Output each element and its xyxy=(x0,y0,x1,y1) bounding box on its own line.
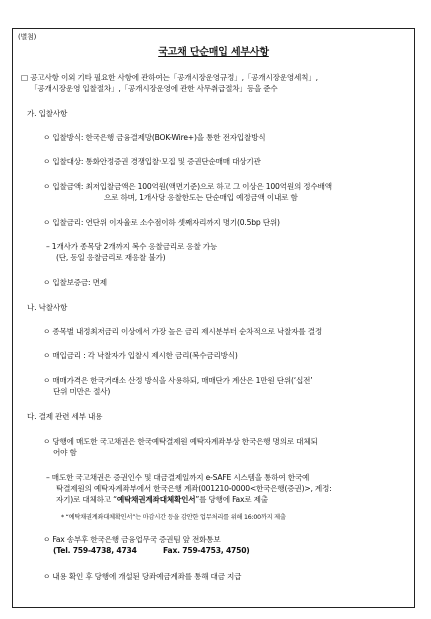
settle-p1-line-1: ㅇ 당행에 매도한 국고채권은 한국예탁결제원 예탁자계좌부상 한국은행 명의로 대체되 xyxy=(43,437,318,446)
payment-notice: ㅇ 내용 확인 후 당행에 개설된 당좌예금계좌를 통해 대금 지급 xyxy=(43,572,242,581)
award-p3-line-1: ㅇ 매매가격은 한국거래소 산정 방식을 사용하되, 매매단가 계산은 1만원 단위(‘십전’ xyxy=(43,376,313,385)
tel-number: (Tel. 759-4738, 4734 xyxy=(53,546,137,555)
page-title: 국고채 단순매입 세부사항 xyxy=(158,47,269,58)
section-c-heading: 다. 결제 관련 세부 내용 xyxy=(27,412,103,421)
bid-amount-line-2: 으로 하며, 1개사당 응찰한도는 단순매입 예정금액 이내로 함 xyxy=(104,193,298,202)
intro-line-2: 「공개시장운영 입찰절차」,「공개시장운영에 관한 사무취급절차」등을 준수 xyxy=(30,84,278,93)
bid-rate-dash-2: (단, 동일 응찰금리로 재응찰 불가) xyxy=(56,253,166,262)
document-frame xyxy=(12,28,415,608)
section-b-heading: 나. 낙찰사항 xyxy=(27,303,68,312)
bid-rate: ㅇ 입찰금리: 연단위 이자율로 소수점이하 셋째자리까지 명기(0.5bp 단위) xyxy=(43,218,280,227)
fax-notice: ㅇ Fax 송부후 한국은행 금융업무국 증권팀 앞 전화통보 xyxy=(43,535,221,544)
award-p1: ㅇ 종목별 내정최저금리 이상에서 가장 높은 금리 제시분부터 순차적으로 낙찰자를 결정 xyxy=(43,327,323,336)
bid-method: ㅇ 입찰방식: 한국은행 금융결제망(BOK-Wire+)을 통한 전자입찰방식 xyxy=(43,133,266,142)
award-p2: ㅇ 매입금리 : 각 낙찰자가 입찰시 제시한 금리(복수금리방식) xyxy=(43,351,238,360)
settle-dash-line-1: – 매도한 국고채권은 증권인수 및 대금결제일까지 e-SAFE 시스템을 통하여 한국예 xyxy=(46,473,310,482)
attachment-label: (별첨) xyxy=(18,33,37,41)
settle-note: * “예탁채권계좌대체확인서”는 마감시간 등을 감안한 업무처리를 위해 16:00까지 제출 xyxy=(61,514,286,521)
section-a-heading: 가. 입찰사항 xyxy=(27,109,68,118)
bid-amount-line-1: ㅇ 입찰금액: 최저입찰금액은 100억원(액면기준)으로 하고 그 이상은 100억원의 정수배액 xyxy=(43,182,332,191)
bid-target: ㅇ 입찰대상: 통화안정증권 경쟁입찰·모집 및 증권단순매매 대상기관 xyxy=(43,157,261,166)
confirmation-form-name: 예탁채권계좌대체확인서 xyxy=(116,495,196,504)
settle-p1-line-2: 어야 함 xyxy=(53,448,77,457)
bid-rate-dash-1: – 1개사가 종목당 2개까지 복수 응찰금리로 응찰 가능 xyxy=(46,242,218,251)
bid-deposit: ㅇ 입찰보증금: 면제 xyxy=(43,278,107,287)
settle-dash-line-2: 탁결제원의 예탁자계좌부에서 한국은행 계좌(001210-0000<한국은행(증권)>, 계정: xyxy=(56,484,332,493)
settle-dash-line-3: 자기)로 대체하고 “예탁채권계좌대체확인서”를 당행에 Fax로 제출 xyxy=(56,495,268,504)
fax-number: Fax. 759-4753, 4750) xyxy=(163,546,250,555)
intro-line-1: □ 공고사항 이외 기타 필요한 사항에 관하여는「공개시장운영규정」,「공개시장운영세칙」, xyxy=(21,73,318,82)
award-p3-line-2: 단위 미만은 절사) xyxy=(53,387,111,396)
